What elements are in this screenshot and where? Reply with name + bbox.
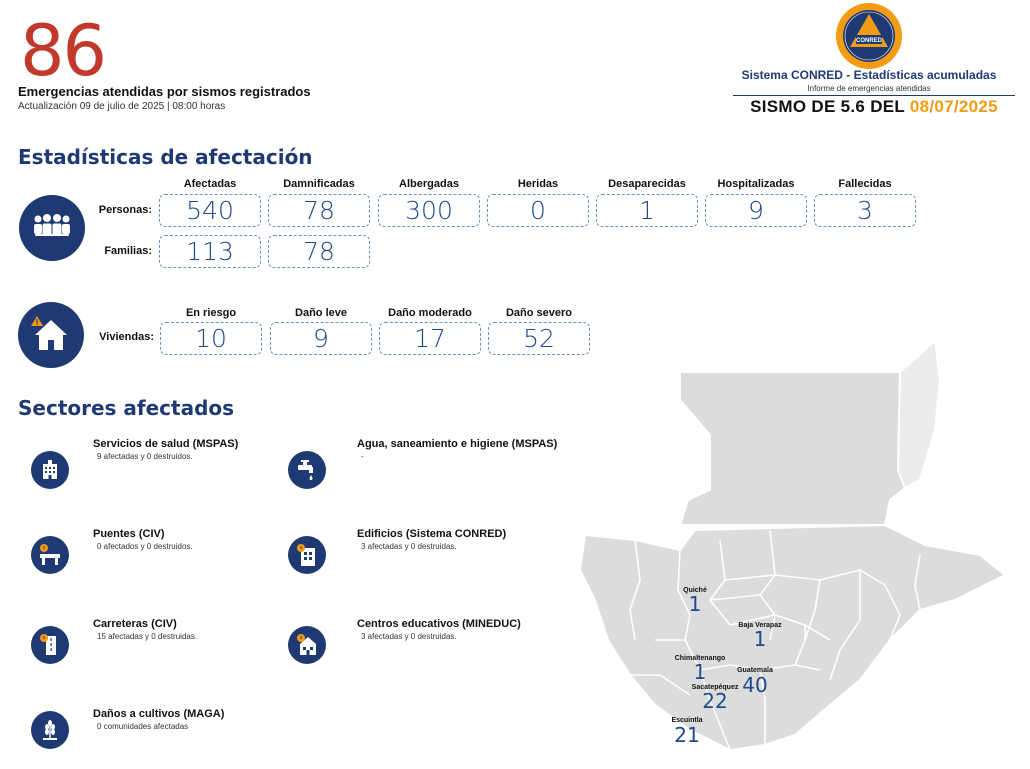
map-value-escuintla: 21 — [674, 723, 700, 747]
logo-text: CONRED — [855, 38, 883, 44]
sector-educativos — [357, 618, 521, 641]
sector-carreteras-title: Carreteras (CIV) — [93, 618, 177, 630]
personas-fallecidas: 3 — [814, 194, 916, 227]
familias-afectadas: 113 — [159, 235, 261, 268]
sector-edificios-title: Edificios (Sistema CONRED) — [357, 528, 507, 540]
sector-puentes-title: Puentes (CIV) — [93, 528, 165, 540]
personas-albergadas: 300 — [378, 194, 480, 227]
people-group-icon — [19, 195, 85, 261]
viviendas-en-riesgo: 10 — [160, 322, 262, 355]
col-fallecidas: Fallecidas — [838, 178, 892, 190]
col-en-riesgo: En riesgo — [185, 307, 237, 319]
viviendas-dano-leve: 9 — [270, 322, 372, 355]
personas-desaparecidas: 1 — [596, 194, 698, 227]
map-value-quiche: 1 — [688, 592, 702, 616]
personas-heridas: 0 — [487, 194, 589, 227]
sector-educativos-desc: 3 afectadas y 0 destruidas. — [361, 632, 457, 641]
sectores-title: Sectores afectados — [18, 396, 235, 420]
sector-edificios — [357, 528, 506, 551]
sector-salud-title: Servicios de salud (MSPAS) — [93, 438, 239, 450]
emergencies-count: 86 — [20, 10, 106, 92]
guatemala-map — [560, 340, 1020, 760]
sector-cultivos-title: Daños a cultivos (MAGA) — [93, 708, 225, 720]
map-value-guatemala: 40 — [742, 673, 768, 697]
viviendas-dano-severo: 52 — [488, 322, 590, 355]
sector-cultivos — [93, 708, 224, 731]
sismo-date: 08/07/2025 — [909, 97, 998, 116]
update-timestamp: Actualización 09 de julio de 2025 | 08:00 horas — [18, 101, 226, 112]
col-dano-leve: Daño leve — [295, 307, 347, 319]
personas-label: Personas: — [98, 204, 152, 216]
bridge-icon — [31, 536, 69, 574]
map-label-chimaltenango: Chimaltenango — [674, 655, 726, 662]
familias-label: Familias: — [104, 245, 152, 257]
sector-educativos-title: Centros educativos (MINEDUC) — [357, 618, 521, 630]
map-label-guatemala: Guatemala — [737, 667, 773, 674]
map-value-chimaltenango: 1 — [693, 660, 707, 684]
map-label-quiche: Quiché — [683, 587, 707, 594]
col-dano-severo: Daño severo — [505, 307, 573, 319]
brand-divider — [733, 95, 1015, 96]
col-afectadas: Afectadas — [183, 178, 237, 190]
map-label-baja-verapaz: Baja Verapaz — [738, 622, 782, 629]
col-albergadas: Albergadas — [399, 178, 459, 190]
col-dano-moderado: Daño moderado — [388, 307, 472, 319]
brand-subtitle: Informe de emergencias atendidas — [807, 84, 931, 93]
sector-puentes-desc: 0 afectados y 0 destruidos. — [97, 542, 193, 551]
sector-carreteras-desc: 15 afectadas y 0 destruidas. — [97, 632, 198, 641]
sector-puentes — [93, 528, 193, 551]
map-value-sacatepequez: 22 — [702, 689, 728, 713]
brand-title: Sistema CONRED - Estadísticas acumuladas — [741, 68, 997, 82]
school-icon — [288, 626, 326, 664]
viviendas-dano-moderado: 17 — [379, 322, 481, 355]
col-desaparecidas: Desaparecidas — [608, 178, 686, 190]
afectacion-title: Estadísticas de afectación — [18, 145, 313, 169]
personas-afectadas: 540 — [159, 194, 261, 227]
hospital-icon — [31, 451, 69, 489]
col-damnificadas: Damnificadas — [283, 178, 355, 190]
map-value-baja-verapaz: 1 — [753, 627, 767, 651]
conred-logo — [835, 2, 903, 70]
sector-salud-desc: 9 afectadas y 0 destruidos. — [97, 452, 193, 461]
viviendas-label: Viviendas: — [99, 331, 154, 343]
map-label-sacatepequez: Sacatepéquez — [691, 684, 739, 691]
sector-agua-title: Agua, saneamiento e higiene (MSPAS) — [357, 438, 558, 450]
sector-carreteras — [93, 618, 197, 641]
sector-agua-desc: - — [361, 452, 364, 461]
sismo-prefix: SISMO DE 5.6 DEL — [750, 97, 910, 116]
map-label-escuintla: Escuintla — [671, 717, 703, 724]
familias-damnificadas: 78 — [268, 235, 370, 268]
col-hospitalizadas: Hospitalizadas — [717, 178, 795, 190]
personas-damnificadas: 78 — [268, 194, 370, 227]
sector-edificios-desc: 3 afectadas y 0 destruidas. — [361, 542, 457, 551]
sector-cultivos-desc: 0 comunidades afectadas — [97, 722, 189, 731]
sismo-title — [733, 97, 1015, 117]
col-heridas: Heridas — [517, 178, 559, 190]
water-tap-icon — [288, 451, 326, 489]
house-warning-icon — [18, 302, 84, 368]
crops-icon — [31, 711, 69, 749]
sector-agua — [357, 438, 557, 461]
building-icon — [288, 536, 326, 574]
personas-hospitalizadas: 9 — [705, 194, 807, 227]
sector-salud — [93, 438, 238, 461]
road-icon — [31, 626, 69, 664]
emergencies-subtitle: Emergencias atendidas por sismos registrados — [18, 84, 311, 99]
